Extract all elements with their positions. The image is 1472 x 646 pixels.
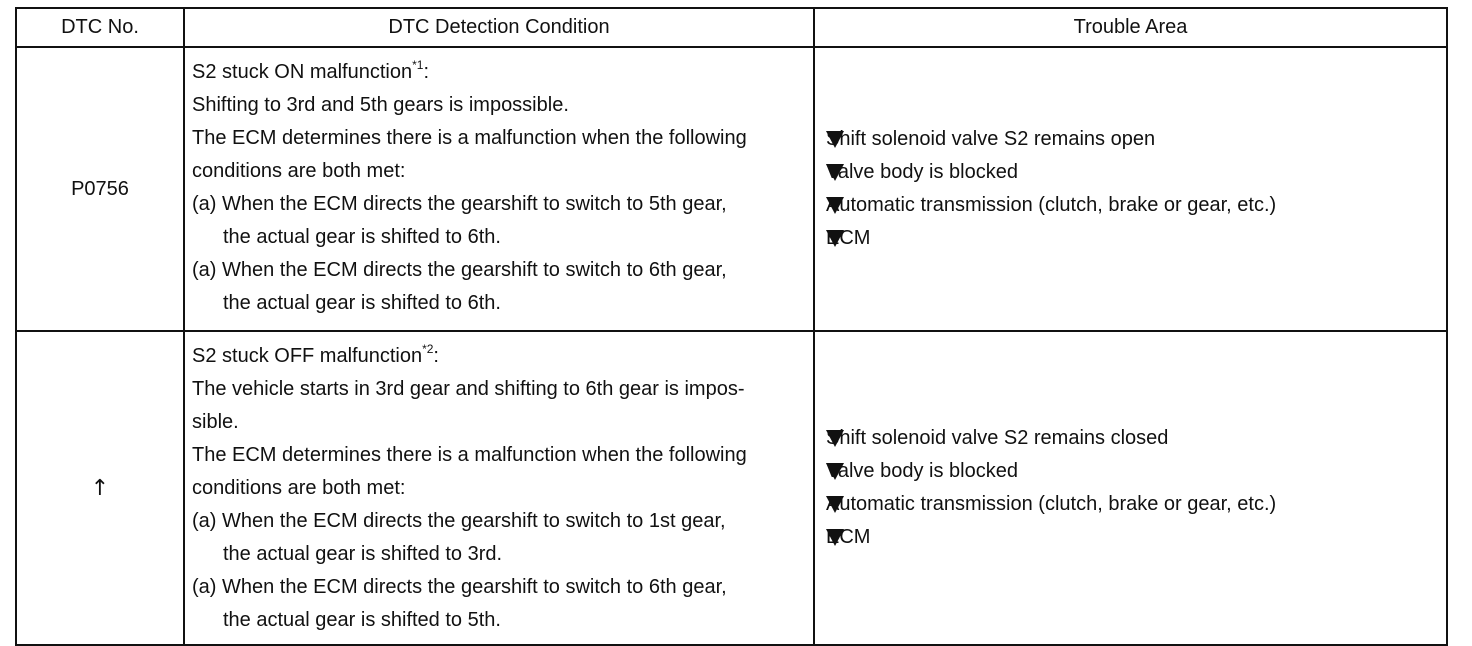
table-row — [16, 47, 1447, 331]
condition-line: conditions are both met: — [192, 477, 406, 499]
trouble-area-item: Shift solenoid valve S2 remains closed — [826, 427, 1169, 449]
trouble-area-item: Valve body is blocked — [826, 161, 1018, 183]
trouble-area-item: ECM — [826, 526, 871, 548]
footnote-marker: *1 — [412, 58, 424, 72]
table-row — [16, 331, 1447, 645]
header-trouble-area: Trouble Area — [814, 8, 1447, 47]
detection-condition-cell — [184, 331, 814, 645]
trouble-area-item: Shift solenoid valve S2 remains open — [826, 128, 1156, 150]
triangle-bullet-icon — [826, 463, 844, 480]
same-as-above-arrow-icon: ↑ — [16, 331, 184, 645]
trouble-area-cell — [814, 47, 1447, 331]
dtc-table-container — [15, 7, 1448, 646]
condition-step: (a) When the ECM directs the gearshift to switch to 1st gear, — [192, 510, 726, 532]
detection-condition-cell — [184, 47, 814, 331]
condition-step-continuation: the actual gear is shifted to 3rd. — [223, 543, 503, 565]
triangle-bullet-icon — [826, 529, 844, 546]
trouble-area-item: Automatic transmission (clutch, brake or gear, etc.) — [826, 194, 1277, 216]
triangle-bullet-icon — [826, 197, 844, 214]
dtc-code: P0756 — [16, 47, 184, 331]
condition-step-continuation: the actual gear is shifted to 6th. — [223, 226, 501, 248]
condition-step: (a) When the ECM directs the gearshift to switch to 6th gear, — [192, 576, 727, 598]
trouble-area-item: Automatic transmission (clutch, brake or gear, etc.) — [826, 493, 1277, 515]
triangle-bullet-icon — [826, 430, 844, 447]
condition-step: (a) When the ECM directs the gearshift to switch to 5th gear, — [192, 193, 727, 215]
condition-step-continuation: the actual gear is shifted to 6th. — [223, 292, 501, 314]
condition-line: sible. — [192, 411, 239, 433]
trouble-area-item: Valve body is blocked — [826, 460, 1018, 482]
footnote-marker: *2 — [422, 342, 434, 356]
triangle-bullet-icon — [826, 131, 844, 148]
dtc-table — [15, 7, 1448, 646]
condition-title: S2 stuck ON malfunction$^{*1}$: — [192, 58, 429, 83]
condition-line: Shifting to 3rd and 5th gears is impossible. — [192, 94, 569, 116]
triangle-bullet-icon — [826, 496, 844, 513]
trouble-area-cell — [814, 331, 1447, 645]
header-dtc-no: DTC No. — [16, 8, 184, 47]
condition-line: The vehicle starts in 3rd gear and shifting to 6th gear is impos- — [192, 378, 745, 400]
header-detection-condition: DTC Detection Condition — [184, 8, 814, 47]
condition-line: The ECM determines there is a malfunction when the following — [192, 127, 747, 149]
trouble-area-item: ECM — [826, 227, 871, 249]
triangle-bullet-icon — [826, 164, 844, 181]
condition-step: (a) When the ECM directs the gearshift to switch to 6th gear, — [192, 259, 727, 281]
condition-line: conditions are both met: — [192, 160, 406, 182]
condition-title: S2 stuck OFF malfunction$^{*2}$: — [192, 342, 439, 367]
triangle-bullet-icon — [826, 230, 844, 247]
condition-step-continuation: the actual gear is shifted to 5th. — [223, 609, 501, 631]
header-row — [16, 8, 1447, 47]
condition-line: The ECM determines there is a malfunction when the following — [192, 444, 747, 466]
